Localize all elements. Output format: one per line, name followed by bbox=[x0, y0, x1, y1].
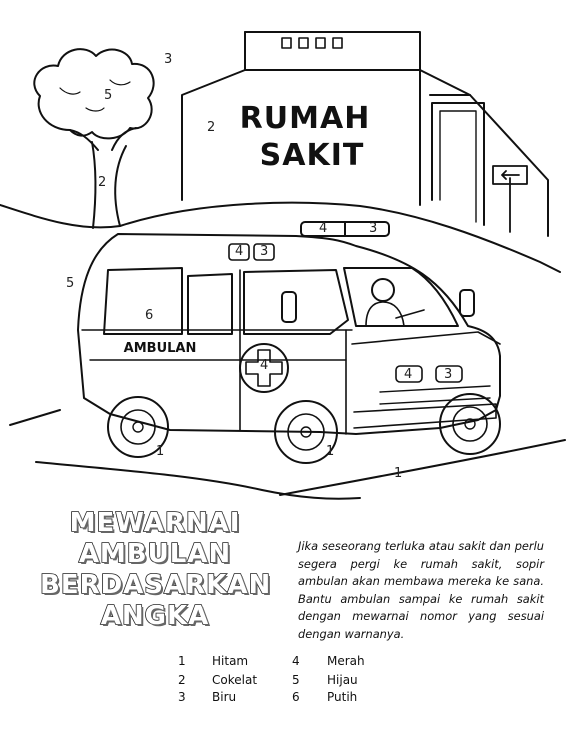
road-edge-far bbox=[280, 440, 565, 495]
page-title bbox=[40, 508, 270, 632]
tag-ambulance-body: 6 bbox=[145, 308, 154, 323]
tag-headlight-right: 3 bbox=[444, 367, 453, 382]
building-sign-line2: SAKIT bbox=[259, 138, 365, 173]
legend-label: Hitam bbox=[212, 654, 249, 668]
legend-label: Hijau bbox=[327, 673, 358, 687]
description-text: Jika seseorang terluka atau sakit dan perlu segera pergi ke rumah sakit, sopir ambulan akan membawa mereka ke sana. Bantu ambulan sampai ke rumah sakit dengan mewarnai nomor yang sesuai dengan warnanya. bbox=[298, 539, 544, 641]
tag-side-light-left: 4 bbox=[235, 244, 244, 259]
tag-roof-light-left: 4 bbox=[319, 221, 328, 236]
legend-label: Putih bbox=[327, 690, 358, 704]
tag-roof-light-right: 3 bbox=[369, 221, 378, 236]
tag-building-wall: 2 bbox=[207, 120, 216, 135]
tag-sky: 3 bbox=[164, 52, 173, 67]
legend-number: 1 bbox=[178, 654, 186, 668]
tag-side-light-right: 3 bbox=[260, 244, 269, 259]
tag-rear-wheel: 1 bbox=[156, 444, 165, 459]
title-line-1: MEWARNAI bbox=[69, 508, 241, 538]
tag-road: 1 bbox=[394, 466, 403, 481]
tag-tree-leaves: 5 bbox=[104, 88, 113, 103]
tag-cross: 4 bbox=[260, 358, 269, 373]
title-line-2: AMBULAN bbox=[78, 539, 232, 569]
road-edge-upper bbox=[10, 410, 60, 425]
title-line-3: BERDASARKAN bbox=[40, 570, 272, 600]
legend-number: 4 bbox=[292, 654, 300, 668]
legend-number: 3 bbox=[178, 690, 186, 704]
tag-grass: 5 bbox=[66, 276, 75, 291]
legend-number: 2 bbox=[178, 673, 186, 687]
title-line-4: ANGKA bbox=[100, 601, 210, 631]
tag-headlight-left: 4 bbox=[404, 367, 413, 382]
legend-number: 5 bbox=[292, 673, 300, 687]
tree bbox=[34, 49, 153, 228]
building-sign-line1: RUMAH bbox=[239, 101, 371, 136]
tag-tree-trunk: 2 bbox=[98, 175, 107, 190]
legend-label: Biru bbox=[212, 690, 237, 704]
legend-number: 6 bbox=[292, 690, 300, 704]
legend-label: Merah bbox=[327, 654, 365, 668]
tag-front-wheel: 1 bbox=[326, 444, 335, 459]
legend-label: Cokelat bbox=[212, 673, 258, 687]
ambulance-label: AMBULAN bbox=[123, 341, 197, 356]
road-edge-lower bbox=[36, 462, 360, 499]
